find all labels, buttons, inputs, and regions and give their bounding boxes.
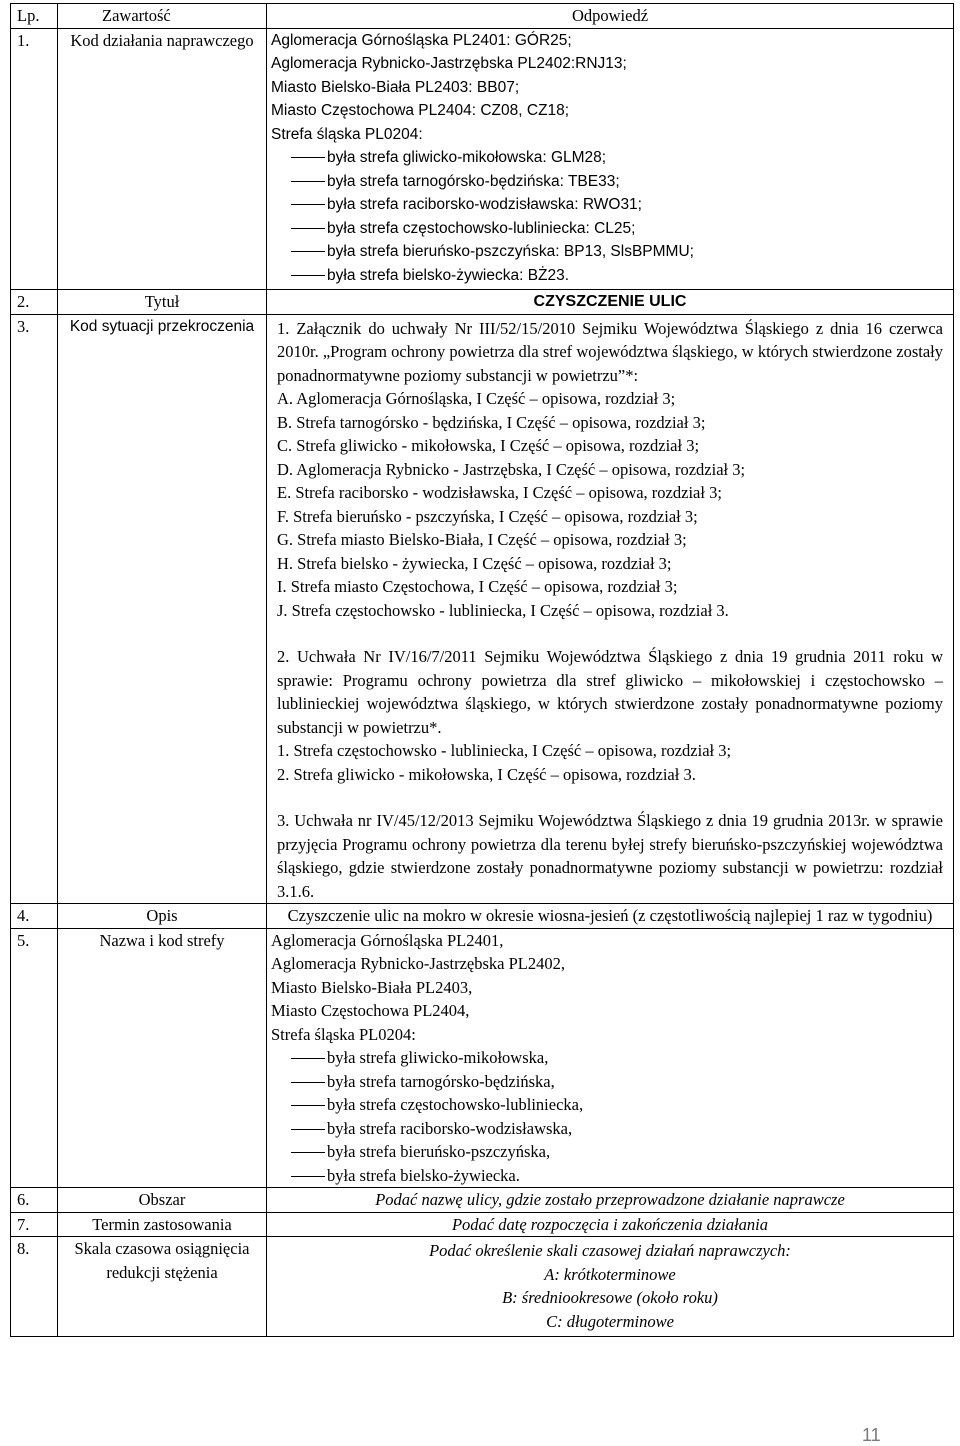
header-row	[11, 4, 954, 29]
row2-lp: 2.	[11, 290, 58, 315]
row5-dash-item	[271, 1117, 949, 1141]
row5-dash-text: była strefa bielsko-żywiecka.	[327, 1165, 520, 1185]
row1-dash-item	[271, 193, 949, 217]
row3-p2-intro: 2. Uchwała Nr IV/16/7/2011 Sejmiku Województwa Śląskiego z dnia 19 grudnia 2011 roku w sprawie: Programu ochrony powietrza dla stref gliwicko – mikołowskiej i częstochowsko – lublinieckiej województwa śląskiego, w których stwierdzone zostały ponadnormatywne poziomy substancji w powietrzu*.	[277, 647, 943, 737]
dash-marker	[271, 228, 327, 229]
row1-dash-text: była strefa częstochowsko-lubliniecka: CL25;	[327, 219, 636, 237]
row3-p1-item: H. Strefa bielsko - żywiecka, I Część – opisowa, rozdział 3;	[277, 553, 672, 573]
header-zawartosc: Zawartość	[58, 4, 267, 29]
row1-dash-text: była strefa bieruńsko-pszczyńska: BP13, SlsBPMMU;	[327, 243, 694, 260]
row5-lp: 5.	[11, 928, 58, 1188]
dash-marker	[271, 1082, 327, 1083]
measure-table	[10, 3, 954, 1337]
row3-p1-item: A. Aglomeracja Górnośląska, I Część – opisowa, rozdział 3;	[277, 389, 676, 408]
row5-value	[267, 928, 954, 1188]
row3-p1-item: F. Strefa bieruńsko - pszczyńska, I Część – opisowa, rozdział 3;	[277, 506, 698, 526]
row5-dash-item	[271, 1164, 949, 1188]
row8-line: Podać określenie skali czasowej działań naprawczych:	[429, 1241, 791, 1260]
row5-line: Aglomeracja Rybnicko-Jastrzębska PL2402,	[271, 954, 565, 973]
row1-dash-item	[271, 146, 949, 170]
row3-p1-intro: 1. Załącznik do uchwały Nr III/52/15/2010 Sejmiku Województwa Śląskiego z dnia 16 czerwca 2010r. „Program ochrony powietrza dla stref województwa śląskiego, w których stwierdzone zostały ponadnormatywne poziomy substancji w powietrzu”*:	[277, 318, 943, 385]
spacer	[277, 622, 943, 645]
row5-line: Strefa śląska PL0204:	[271, 1024, 416, 1044]
row1-dash-text: była strefa raciborsko-wodzisławska: RWO31;	[327, 196, 642, 213]
row6-value: Podać nazwę ulicy, gdzie zostało przeprowadzone działanie naprawcze	[267, 1188, 954, 1213]
row5-line: Miasto Bielsko-Biała PL2403,	[271, 977, 473, 997]
page-number: 11	[862, 1425, 881, 1445]
row7-lp: 7.	[11, 1212, 58, 1237]
dash-marker	[271, 1176, 327, 1177]
row7-value: Podać datę rozpoczęcia i zakończenia działania	[267, 1212, 954, 1237]
row3-p2-item: 1. Strefa częstochowsko - lubliniecka, I Część – opisowa, rozdział 3;	[277, 741, 732, 760]
row8-line: B: średniookresowe (około roku)	[502, 1288, 718, 1307]
row3-p1-item: G. Strefa miasto Bielsko-Biała, I Część – opisowa, rozdział 3;	[277, 530, 687, 549]
row-tytul	[11, 290, 954, 315]
row6-label: Obszar	[58, 1188, 267, 1213]
row5-line: Miasto Częstochowa PL2404,	[271, 1001, 470, 1020]
row1-label: Kod działania naprawczego	[58, 28, 267, 290]
dash-marker	[271, 157, 327, 158]
row3-p2-item: 2. Strefa gliwicko - mikołowska, I Część – opisowa, rozdział 3.	[277, 764, 696, 784]
dash-marker	[271, 251, 327, 252]
row3-p1-item: B. Strefa tarnogórsko - będzińska, I Część – opisowa, rozdział 3;	[277, 412, 706, 432]
row5-dash-item	[271, 1140, 949, 1164]
row1-line: Aglomeracja Górnośląska PL2401: GÓR25;	[271, 31, 572, 49]
row5-dash-text: była strefa raciborsko-wodzisławska,	[327, 1118, 573, 1138]
row1-line: Aglomeracja Rybnicko-Jastrzębska PL2402:RNJ13;	[271, 55, 627, 72]
row4-label: Opis	[58, 904, 267, 929]
row1-dash-text: była strefa tarnogórsko-będzińska: TBE33;	[327, 172, 620, 190]
row7-label: Termin zastosowania	[58, 1212, 267, 1237]
row1-line: Strefa śląska PL0204:	[271, 125, 423, 143]
row-kod-sytuacji	[11, 314, 954, 904]
dash-marker	[271, 181, 327, 182]
row3-p1-item: C. Strefa gliwicko - mikołowska, I Część – opisowa, rozdział 3;	[277, 436, 700, 455]
row8-value	[267, 1237, 954, 1337]
row1-lp: 1.	[11, 28, 58, 290]
row2-value: CZYSZCZENIE ULIC	[267, 290, 954, 315]
header-lp: Lp.	[11, 4, 58, 29]
row8-line: A: krótkoterminowe	[544, 1264, 676, 1284]
row1-line: Miasto Bielsko-Biała PL2403: BB07;	[271, 78, 520, 96]
row3-p1-item: J. Strefa częstochowsko - lubliniecka, I Część – opisowa, rozdział 3.	[277, 600, 729, 620]
row3-value	[267, 314, 954, 904]
dash-marker	[271, 1058, 327, 1059]
row-nazwa-strefy	[11, 928, 954, 1188]
row5-dash-text: była strefa bieruńsko-pszczyńska,	[327, 1142, 551, 1161]
row1-dash-text: była strefa gliwicko-mikołowska: GLM28;	[327, 149, 607, 166]
dash-marker	[271, 1105, 327, 1106]
row-termin	[11, 1212, 954, 1237]
row3-p1-item: E. Strefa raciborsko - wodzisławska, I Część – opisowa, rozdział 3;	[277, 483, 722, 502]
row8-lp: 8.	[11, 1237, 58, 1337]
row5-dash-item	[271, 1046, 949, 1070]
row5-line: Aglomeracja Górnośląska PL2401,	[271, 930, 504, 950]
row5-label: Nazwa i kod strefy	[58, 928, 267, 1188]
row1-value	[267, 28, 954, 290]
row8-line: C: długoterminowe	[546, 1311, 674, 1331]
row-kod-dzialania	[11, 28, 954, 290]
row3-label: Kod sytuacji przekroczenia	[58, 314, 267, 904]
dash-marker	[271, 275, 327, 276]
row6-lp: 6.	[11, 1188, 58, 1213]
row3-p1-item: D. Aglomeracja Rybnicko - Jastrzębska, I Część – opisowa, rozdział 3;	[277, 459, 746, 479]
header-odpowiedz: Odpowiedź	[267, 4, 954, 29]
dash-marker	[271, 1129, 327, 1130]
row3-p3: 3. Uchwała nr IV/45/12/2013 Sejmiku Województwa Śląskiego z dnia 19 grudnia 2013r. w sprawie przyjęcia Programu ochrony powietrza dla terenu byłej strefy bieruńsko-pszczyńskiej województwa śląskiego, gdzie stwierdzone zostały ponadnormatywne poziomy substancji w powietrzu: rozdział 3.1.6.	[277, 811, 943, 901]
spacer	[277, 786, 943, 809]
row4-value: Czyszczenie ulic na mokro w okresie wiosna-jesień (z częstotliwością najlepiej 1 raz w tygodniu)	[267, 904, 954, 929]
row1-line: Miasto Częstochowa PL2404: CZ08, CZ18;	[271, 102, 570, 119]
row2-label: Tytuł	[58, 290, 267, 315]
row5-dash-text: była strefa tarnogórsko-będzińska,	[327, 1071, 555, 1091]
row-opis	[11, 904, 954, 929]
row5-dash-text: była strefa gliwicko-mikołowska,	[327, 1048, 549, 1067]
row5-dash-item	[271, 1093, 949, 1117]
row1-dash-text: była strefa bielsko-żywiecka: BŻ23.	[327, 266, 570, 284]
row3-lp: 3.	[11, 314, 58, 904]
row-obszar	[11, 1188, 954, 1213]
row3-p1-item: I. Strefa miasto Częstochowa, I Część – opisowa, rozdział 3;	[277, 577, 678, 596]
dash-marker	[271, 204, 327, 205]
dash-marker	[271, 1152, 327, 1153]
row8-label: Skala czasowa osiągnięcia redukcji stężenia	[58, 1237, 267, 1337]
row1-dash-item	[271, 217, 949, 241]
row5-dash-item	[271, 1070, 949, 1094]
row-skala-czasowa	[11, 1237, 954, 1337]
row1-dash-item	[271, 240, 949, 264]
row1-dash-item	[271, 264, 949, 288]
row1-dash-item	[271, 170, 949, 194]
row4-lp: 4.	[11, 904, 58, 929]
row5-dash-text: była strefa częstochowsko-lubliniecka,	[327, 1095, 584, 1114]
